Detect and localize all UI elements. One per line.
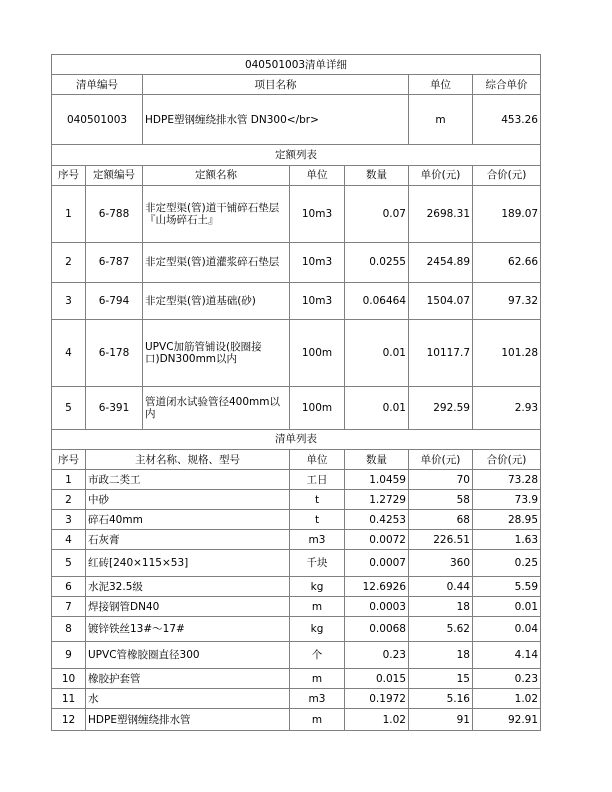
material-row bbox=[52, 530, 541, 550]
material-unit: t bbox=[290, 510, 345, 530]
quota-total: 97.32 bbox=[473, 282, 541, 319]
quota-code: 6-788 bbox=[86, 185, 143, 242]
quota-row bbox=[52, 185, 541, 242]
material-unit: m3 bbox=[290, 689, 345, 709]
material-name: 市政二类工 bbox=[86, 470, 290, 490]
quota-row bbox=[52, 242, 541, 282]
material-row bbox=[52, 577, 541, 597]
material-unit: t bbox=[290, 490, 345, 510]
material-total: 4.14 bbox=[473, 642, 541, 669]
quota-header-code: 定额编号 bbox=[86, 165, 143, 185]
material-total: 0.04 bbox=[473, 617, 541, 642]
quota-header-row bbox=[52, 165, 541, 185]
material-total: 1.02 bbox=[473, 689, 541, 709]
material-name: 镀锌铁丝13#～17# bbox=[86, 617, 290, 642]
quota-total: 101.28 bbox=[473, 319, 541, 386]
material-row bbox=[52, 642, 541, 669]
quota-qty: 0.06464 bbox=[345, 282, 409, 319]
material-qty: 0.1972 bbox=[345, 689, 409, 709]
material-name: 水 bbox=[86, 689, 290, 709]
quota-price: 1504.07 bbox=[409, 282, 473, 319]
item-code: 040501003 bbox=[52, 95, 143, 145]
material-seq: 1 bbox=[52, 470, 86, 490]
name-header: 项目名称 bbox=[143, 75, 409, 95]
quota-unit: 100m bbox=[290, 319, 345, 386]
material-total: 0.25 bbox=[473, 550, 541, 577]
material-row bbox=[52, 490, 541, 510]
material-name: 焊接钢管DN40 bbox=[86, 597, 290, 617]
quota-unit: 10m3 bbox=[290, 185, 345, 242]
material-price: 360 bbox=[409, 550, 473, 577]
quota-row bbox=[52, 319, 541, 386]
material-unit: 个 bbox=[290, 642, 345, 669]
material-total: 0.23 bbox=[473, 669, 541, 689]
item-name: HDPE塑钢缠绕排水管 DN300</br> bbox=[143, 95, 409, 145]
quota-header-name: 定额名称 bbox=[143, 165, 290, 185]
material-qty: 1.02 bbox=[345, 709, 409, 731]
material-row bbox=[52, 470, 541, 490]
material-qty: 0.0072 bbox=[345, 530, 409, 550]
quota-price: 292.59 bbox=[409, 386, 473, 429]
material-total: 73.9 bbox=[473, 490, 541, 510]
material-seq: 7 bbox=[52, 597, 86, 617]
quota-row bbox=[52, 386, 541, 429]
item-unit: m bbox=[409, 95, 473, 145]
quota-total: 189.07 bbox=[473, 185, 541, 242]
material-seq: 3 bbox=[52, 510, 86, 530]
material-name: UPVC管橡胶圈直径300 bbox=[86, 642, 290, 669]
item-table bbox=[51, 54, 541, 145]
material-qty: 0.0003 bbox=[345, 597, 409, 617]
quota-code: 6-787 bbox=[86, 242, 143, 282]
quota-code: 6-794 bbox=[86, 282, 143, 319]
quota-header-price: 单价(元) bbox=[409, 165, 473, 185]
material-price: 0.44 bbox=[409, 577, 473, 597]
material-header-qty: 数量 bbox=[345, 450, 409, 470]
material-header-unit: 单位 bbox=[290, 450, 345, 470]
material-price: 18 bbox=[409, 642, 473, 669]
quota-seq: 5 bbox=[52, 386, 86, 429]
material-qty: 12.6926 bbox=[345, 577, 409, 597]
material-seq: 9 bbox=[52, 642, 86, 669]
quota-code: 6-391 bbox=[86, 386, 143, 429]
material-row bbox=[52, 510, 541, 530]
material-unit: m3 bbox=[290, 530, 345, 550]
material-header-row bbox=[52, 450, 541, 470]
material-name: 石灰膏 bbox=[86, 530, 290, 550]
material-name: 中砂 bbox=[86, 490, 290, 510]
quota-seq: 4 bbox=[52, 319, 86, 386]
material-qty: 0.4253 bbox=[345, 510, 409, 530]
material-qty: 0.015 bbox=[345, 669, 409, 689]
material-row bbox=[52, 689, 541, 709]
material-header-total: 合价(元) bbox=[473, 450, 541, 470]
quota-price: 10117.7 bbox=[409, 319, 473, 386]
material-name: 红砖[240×115×53] bbox=[86, 550, 290, 577]
quota-header-qty: 数量 bbox=[345, 165, 409, 185]
material-seq: 12 bbox=[52, 709, 86, 731]
material-unit: 千块 bbox=[290, 550, 345, 577]
material-row bbox=[52, 597, 541, 617]
material-name: 碎石40mm bbox=[86, 510, 290, 530]
material-total: 92.91 bbox=[473, 709, 541, 731]
material-row bbox=[52, 550, 541, 577]
price-header: 综合单价 bbox=[473, 75, 541, 95]
quota-seq: 2 bbox=[52, 242, 86, 282]
material-row bbox=[52, 709, 541, 731]
material-name: HDPE塑钢缠绕排水管 bbox=[86, 709, 290, 731]
material-row bbox=[52, 669, 541, 689]
quota-qty: 0.01 bbox=[345, 319, 409, 386]
material-seq: 2 bbox=[52, 490, 86, 510]
material-unit: 工日 bbox=[290, 470, 345, 490]
unit-header: 单位 bbox=[409, 75, 473, 95]
material-total: 28.95 bbox=[473, 510, 541, 530]
quota-unit: 10m3 bbox=[290, 282, 345, 319]
material-unit: kg bbox=[290, 617, 345, 642]
material-seq: 6 bbox=[52, 577, 86, 597]
quota-header-seq: 序号 bbox=[52, 165, 86, 185]
material-seq: 11 bbox=[52, 689, 86, 709]
quota-code: 6-178 bbox=[86, 319, 143, 386]
quota-section-title: 定额列表 bbox=[52, 145, 541, 165]
material-total: 0.01 bbox=[473, 597, 541, 617]
material-header-name: 主材名称、规格、型号 bbox=[86, 450, 290, 470]
quota-qty: 0.0255 bbox=[345, 242, 409, 282]
material-unit: m bbox=[290, 709, 345, 731]
quota-price: 2698.31 bbox=[409, 185, 473, 242]
quota-name: 非定型渠(管)道基础(砂) bbox=[143, 282, 290, 319]
material-total: 73.28 bbox=[473, 470, 541, 490]
material-name: 橡胶护套管 bbox=[86, 669, 290, 689]
material-seq: 5 bbox=[52, 550, 86, 577]
quota-header-total: 合价(元) bbox=[473, 165, 541, 185]
quota-unit: 100m bbox=[290, 386, 345, 429]
quota-seq: 1 bbox=[52, 185, 86, 242]
quota-table bbox=[51, 145, 541, 430]
material-price: 70 bbox=[409, 470, 473, 490]
material-header-seq: 序号 bbox=[52, 450, 86, 470]
material-price: 58 bbox=[409, 490, 473, 510]
material-seq: 10 bbox=[52, 669, 86, 689]
quota-name: UPVC加筋管铺设(胶圈接口)DN300mm以内 bbox=[143, 319, 290, 386]
quota-seq: 3 bbox=[52, 282, 86, 319]
quota-unit: 10m3 bbox=[290, 242, 345, 282]
material-qty: 1.2729 bbox=[345, 490, 409, 510]
material-total: 5.59 bbox=[473, 577, 541, 597]
material-total: 1.63 bbox=[473, 530, 541, 550]
quota-name: 非定型渠(管)道灌浆碎石垫层 bbox=[143, 242, 290, 282]
material-qty: 0.23 bbox=[345, 642, 409, 669]
material-qty: 1.0459 bbox=[345, 470, 409, 490]
quota-qty: 0.07 bbox=[345, 185, 409, 242]
material-section-title: 清单列表 bbox=[52, 430, 541, 450]
material-qty: 0.0007 bbox=[345, 550, 409, 577]
quota-total: 62.66 bbox=[473, 242, 541, 282]
material-table bbox=[51, 430, 541, 732]
material-seq: 8 bbox=[52, 617, 86, 642]
material-price: 91 bbox=[409, 709, 473, 731]
quota-qty: 0.01 bbox=[345, 386, 409, 429]
material-price: 68 bbox=[409, 510, 473, 530]
quota-header-unit: 单位 bbox=[290, 165, 345, 185]
bill-detail-sheet bbox=[51, 54, 540, 731]
material-row bbox=[52, 617, 541, 642]
material-header-price: 单价(元) bbox=[409, 450, 473, 470]
material-name: 水泥32.5级 bbox=[86, 577, 290, 597]
sheet-title: 040501003清单详细 bbox=[52, 55, 541, 75]
material-price: 226.51 bbox=[409, 530, 473, 550]
material-price: 5.16 bbox=[409, 689, 473, 709]
material-unit: m bbox=[290, 669, 345, 689]
material-unit: kg bbox=[290, 577, 345, 597]
material-price: 18 bbox=[409, 597, 473, 617]
material-qty: 0.0068 bbox=[345, 617, 409, 642]
quota-name: 非定型渠(管)道干铺碎石垫层『山场碎石土』 bbox=[143, 185, 290, 242]
code-header: 清单编号 bbox=[52, 75, 143, 95]
quota-name: 管道闭水试验管径400mm以内 bbox=[143, 386, 290, 429]
material-seq: 4 bbox=[52, 530, 86, 550]
material-price: 15 bbox=[409, 669, 473, 689]
quota-price: 2454.89 bbox=[409, 242, 473, 282]
quota-row bbox=[52, 282, 541, 319]
item-price: 453.26 bbox=[473, 95, 541, 145]
quota-total: 2.93 bbox=[473, 386, 541, 429]
material-unit: m bbox=[290, 597, 345, 617]
material-price: 5.62 bbox=[409, 617, 473, 642]
